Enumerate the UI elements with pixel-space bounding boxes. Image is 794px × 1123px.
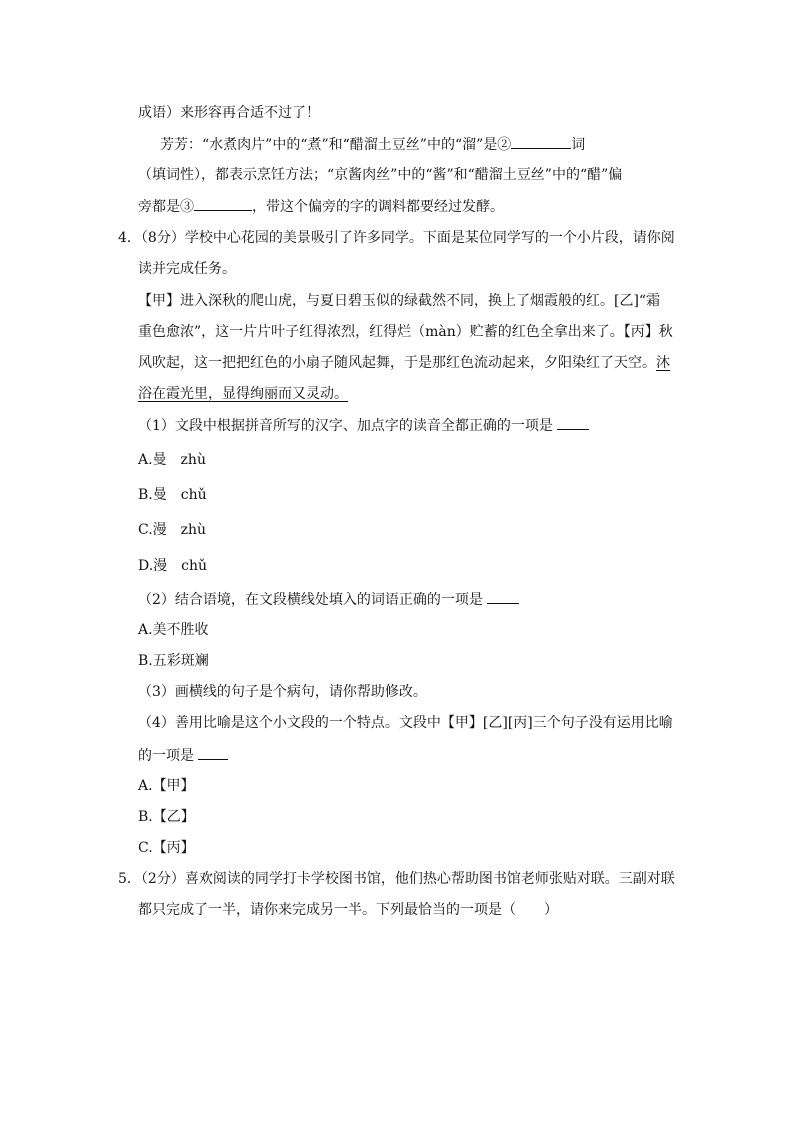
q3-line-4 xyxy=(138,196,504,218)
passage-line-3 xyxy=(138,353,670,375)
answer-blank-sub1[interactable] xyxy=(557,415,589,430)
sub1-option-c[interactable]: C.漫 zhù xyxy=(138,522,207,538)
q4-stem-line-1: 4．（8分）学校中心花园的美景吸引了许多同学。下面是某位同学写的一个小片段，请你阅 xyxy=(118,230,675,246)
sub-question-3: （3）画横线的句子是个病句，请你帮助修改。 xyxy=(138,684,427,700)
sub-question-4-stem-end: 的一项是 xyxy=(138,748,194,764)
sub-question-4-line-2 xyxy=(138,745,228,767)
answer-blank-2[interactable] xyxy=(511,134,571,149)
sub-question-1-stem: （1）文段中根据拼音所写的汉字、加点字的读音全都正确的一项是 xyxy=(138,418,553,434)
q3-line-4-end: ，带这个偏旁的字的调料都要经过发酵。 xyxy=(252,199,504,215)
sub1-option-d[interactable]: D.漫 chǔ xyxy=(138,558,208,574)
sub4-option-c[interactable]: C.【丙】 xyxy=(138,840,195,856)
sub-question-2-stem: （2）结合语境，在文段横线处填入的词语正确的一项是 xyxy=(138,592,483,608)
sub4-option-a[interactable]: A.【甲】 xyxy=(138,778,195,794)
passage-line-1: 【甲】进入深秋的爬山虎，与夏日碧玉似的绿截然不同，换上了烟霞般的红。[乙]“霜 xyxy=(138,293,661,309)
answer-blank-3[interactable] xyxy=(194,196,252,211)
q3-line-2 xyxy=(160,134,585,156)
sub2-option-b[interactable]: B.五彩斑斓 xyxy=(138,653,209,669)
passage-line-3-text: 风吹起，这一把把红色的小扇子随风起舞，于是那红色流动起来，夕阳染红了天空。 xyxy=(138,355,656,371)
q3-line-2-text: 芳芳：“水煮肉片”中的“煮”和“醋溜土豆丝”中的“溜”是② xyxy=(160,137,512,153)
underlined-sentence-start: 沐 xyxy=(656,355,670,371)
passage-line-4 xyxy=(138,384,348,406)
q3-line-4-text: 旁都是③ xyxy=(138,199,194,215)
sub2-option-a[interactable]: A.美不胜收 xyxy=(138,622,209,638)
sub1-option-a[interactable]: A.曼 zhù xyxy=(138,452,206,468)
sub-question-1 xyxy=(138,415,589,437)
q4-stem-line-2: 读并完成任务。 xyxy=(138,261,236,277)
answer-blank-sub4[interactable] xyxy=(198,745,228,760)
q5-stem-line-1: 5．（2分）喜欢阅读的同学打卡学校图书馆，他们热心帮助图书馆老师张贴对联。三副对联 xyxy=(118,871,675,887)
q3-line-1: 成语）来形容再合适不过了！ xyxy=(138,105,320,121)
q3-line-2-end: 词 xyxy=(571,137,586,153)
underlined-sentence-end: 浴在霞光里，显得绚丽而又灵动。 xyxy=(138,386,348,402)
answer-blank-sub2[interactable] xyxy=(487,589,519,604)
passage-line-2: 重色愈浓”，这一片片叶子红得浓烈，红得烂（màn）贮蓄的红色全拿出来了。【丙】秋 xyxy=(138,324,673,340)
q5-stem-line-2: 都只完成了一半，请你来完成另一半。下列最恰当的一项是（ ） xyxy=(138,902,558,918)
sub-question-2 xyxy=(138,589,519,611)
sub-question-4-line-1: （4）善用比喻是这个小文段的一个特点。文段中【甲】[乙][丙]三个句子没有运用比喻 xyxy=(138,715,673,731)
sub4-option-b[interactable]: B.【乙】 xyxy=(138,809,195,825)
sub1-option-b[interactable]: B.曼 chǔ xyxy=(138,487,207,503)
q3-line-3: （填词性），都表示烹饪方法；“京酱肉丝”中的“酱”和“醋溜土豆丝”中的“醋”偏 xyxy=(138,167,623,183)
